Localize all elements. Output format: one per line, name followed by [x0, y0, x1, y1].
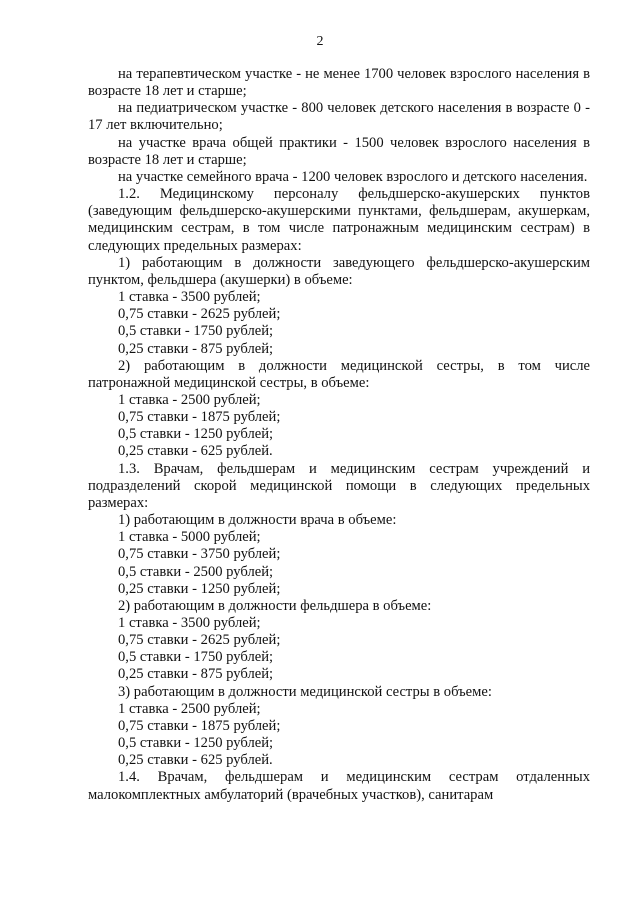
rate-line: 1 ставка - 2500 рублей; — [118, 700, 261, 717]
paragraph-1-3-item-3: 3) работающим в должности медицинской сестры в объеме: — [118, 683, 492, 700]
page-number: 2 — [316, 34, 324, 49]
rate-line: 0,5 ставки - 1250 рублей; — [118, 426, 274, 443]
rate-line: 0,5 ставки - 1750 рублей; — [118, 323, 274, 340]
rate-line: 1 ставка - 5000 рублей; — [118, 529, 261, 546]
rate-line: 1 ставка - 3500 рублей; — [118, 615, 261, 631]
rate-line: 0,5 ставки - 2500 рублей; — [118, 563, 274, 580]
rate-line: 0,25 ставки - 875 рублей; — [118, 340, 274, 357]
paragraph-section-1-4: 1.4. Врачам, фельдшерам и медицинским сестрам отдаленных малокомплектных амбулаторий (врачебных участков), санитарам — [88, 769, 590, 803]
rate-line: 0,75 ставки - 2625 рублей; — [118, 632, 281, 649]
rate-line: 0,5 ставки - 1750 рублей; — [118, 649, 274, 666]
document-body — [88, 66, 590, 804]
rate-line: 0,75 ставки - 2625 рублей; — [118, 306, 281, 323]
rate-line: 0,75 ставки - 3750 рублей; — [118, 546, 281, 563]
rate-line: 0,25 ставки - 625 рублей. — [118, 443, 273, 460]
paragraph-general-practice-area: на участке врача общей практики - 1500 человек взрослого населения в возрасте 18 лет и старше; — [88, 134, 590, 168]
rate-line: 0,75 ставки - 1875 рублей; — [118, 409, 281, 426]
rate-line: 0,75 ставки - 1875 рублей; — [118, 717, 281, 734]
paragraph-section-1-3: 1.3. Врачам, фельдшерам и медицинским сестрам учреждений и подразделений скорой медицинской помощи в следующих предельных размерах: — [88, 460, 590, 511]
rate-line: 1 ставка - 2500 рублей; — [118, 391, 261, 408]
paragraph-1-3-item-1: 1) работающим в должности врача в объеме: — [118, 512, 397, 529]
paragraph-1-2-item-2: 2) работающим в должности медицинской сестры, в том числе патронажной медицинской сестры, в объеме: — [88, 357, 590, 391]
rate-line: 0,5 ставки - 1250 рублей; — [118, 735, 274, 752]
rate-line: 0,25 ставки - 1250 рублей; — [118, 580, 281, 597]
rate-line: 0,25 ставки - 625 рублей. — [118, 752, 273, 769]
rate-line: 1 ставка - 3500 рублей; — [118, 289, 261, 306]
paragraph-1-2-item-1: 1) работающим в должности заведующего фельдшерско-акушерским пунктом, фельдшера (акушерки) в объеме: — [88, 254, 590, 288]
paragraph-pediatric-area: на педиатрическом участке - 800 человек детского населения в возрасте 0 - 17 лет включительно; — [88, 100, 590, 134]
paragraph-1-3-item-2: 2) работающим в должности фельдшера в объеме: — [118, 597, 432, 614]
paragraph-therapeutic-area: на терапевтическом участке - не менее 1700 человек взрослого населения в возрасте 18 лет и старше; — [88, 66, 590, 100]
paragraph-family-doctor-area: на участке семейного врача - 1200 человек взрослого и детского населения. — [118, 168, 588, 185]
paragraph-section-1-2: 1.2. Медицинскому персоналу фельдшерско-акушерских пунктов (заведующим фельдшерско-акушерскими пунктами, фельдшерам, акушеркам, медицинским сестрам, в том числе патронажным медицинским сестрам) в следующих предельных размерах: — [88, 186, 590, 254]
rate-line: 0,25 ставки - 875 рублей; — [118, 666, 274, 683]
